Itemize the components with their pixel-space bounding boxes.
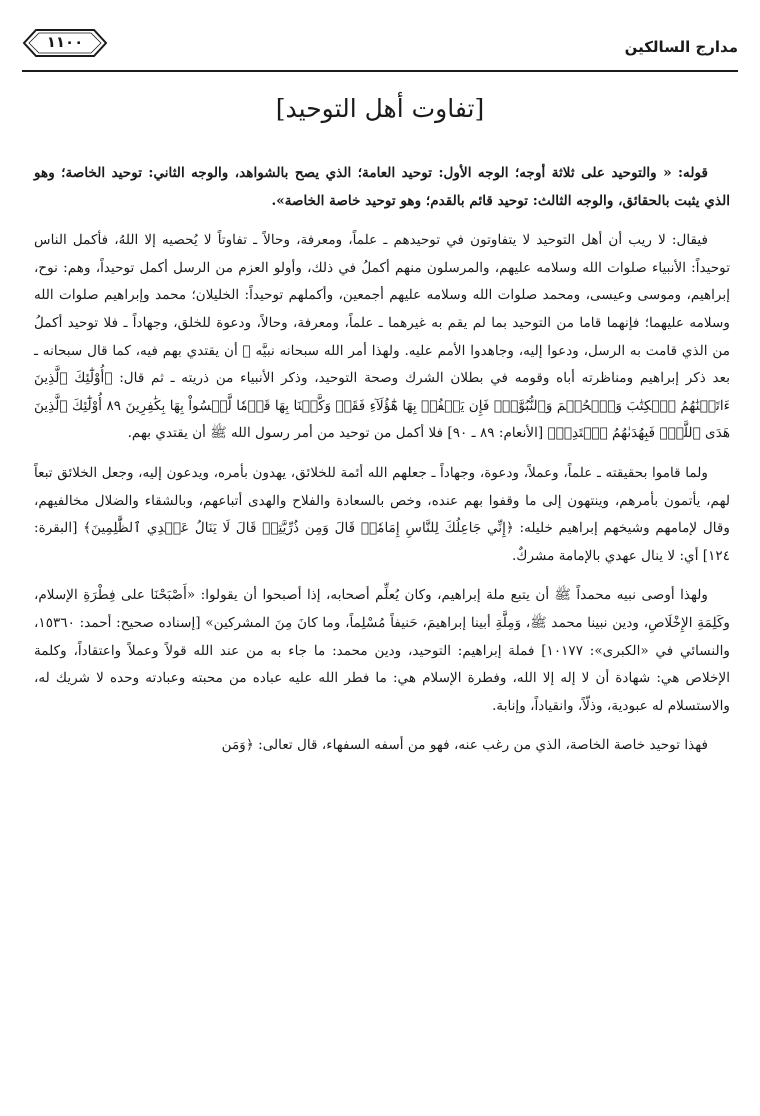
paragraph: فيقال: لا ريب أن أهل التوحيد لا يتفاوتون في توحيدهم ـ علماً، ومعرفة، وحالاً ـ تفاوتاً لا يُحصيه إلا اللهُ، فأكمل الناس توحيداً: الأنبياء صلوات الله وسلامه عليهم، والمرسلون منهم أكملُ في ذلك، وأولو العزم من الرسل أكمل توحيداً، وهم: نوح، إبراهيم، وموسى وعيسى، ومحمد صلوات الله وسلامه عليهم أجمعين، وأكملهم توحيداً: الخليلان؛ محمد وإبراهيم صلوات الله وسلامه عليهما؛ فإنهما قاما من التوحيد بما لم يقم به غيرهما ـ علماً، ومعرفة، وحالاً، ودعوة للخلق، وجهاداً ـ فلا توحيد أكملُ من الذي قامت به الرسل، ودعوا إليه، وجاهدوا الأمم عليه. ولهذا أمر الله سبحانه نبيَّه ﷺ أن يقتدي بهم فيه، كما قال سبحانه ـ بعد ذكر إبراهيم ومناظرته أباه وقومه في بطلان الشرك وصحة التوحيد، وذكر الأنبياء من ذريته ـ ثم قال: ﴿أُوْلَٰٓئِكَ ٱلَّذِينَ ءَاتَيۡنَٰهُمُ ٱلۡكِتَٰبَ وَٱلۡحُكۡمَ وَٱلنُّبُوَّةَۚ فَإِن يَكۡفُرۡ بِهَا هَٰٓؤُلَآءِ فَقَدۡ وَكَّلۡنَا بِهَا قَوۡمٗا لَّيۡسُواْ بِهَا بِكَٰفِرِينَ ٨٩ أُوْلَٰٓئِكَ ٱلَّذِينَ هَدَى ٱللَّهُۖ فَبِهُدَىٰهُمُ ٱقۡتَدِهۡ﴾ [الأنعام: ٨٩ ـ ٩٠] فلا أكمل من توحيد من أمر رسول الله ﷺ أن يقتدي بهم. <box>34 232 730 442</box>
page-number: ١١٠٠ <box>46 33 84 51</box>
page-header <box>22 28 738 74</box>
paragraph-quote: قوله: « والتوحيد على ثلاثة أوجه؛ الوجه الأول: توحيد العامة؛ الذي يصح بالشواهد، والوجه الثاني: توحيد الخاصة؛ وهو الذي يثبت بالحقائق، والوجه الثالث: توحيد قائم بالقدم؛ وهو توحيد خاصة الخاصة». <box>34 165 730 209</box>
section-title: [تفاوت أهل التوحيد] <box>275 94 485 123</box>
page-number-box <box>22 28 108 58</box>
header-rule <box>22 70 738 72</box>
paragraph: فهذا توحيد خاصة الخاصة، الذي من رغب عنه، فهو من أسفه السفهاء، قال تعالى: ﴿وَمَن <box>221 737 708 754</box>
body-text <box>34 160 730 760</box>
paragraph: ولهذا أوصى نبيه محمداً ﷺ أن يتبع ملة إبراهيم، وكان يُعلِّم أصحابه، إذا أصبحوا أن يقولوا: «أَصْبَحْنَا على فِطْرَةِ الإسلام، وكَلِمَةِ الإِخْلَاصِ، ودين نبينا محمد ﷺ، وَمِلَّةِ أبينا إبراهيمَ، حَنيفاً مُسْلِماً، وما كانَ مِنَ المشركين» [إسناده صحيح: أحمد: ١٥٣٦٠، والنسائي في «الكبرى»: ١٠١٧٧] فملة إبراهيم: التوحيد، ودين محمد: ما جاء به من عند الله قولاً وعملاً واعتقاداً، وكلمة الإخلاص هي: شهادة أن لا إله إلا الله، وفطرة الإسلام هي: ما فطر الله عليه عباده من محبته وعبادته وحده لا شريك له، والاستسلام له عبودية، وذلّاً، وانقياداً، وإنابة. <box>34 587 730 714</box>
paragraph: ولما قاموا بحقيقته ـ علماً، وعملاً، ودعوة، وجهاداً ـ جعلهم الله أئمة للخلائق، يهدون بأمره، ويدعون إليه، وجعل الخلائق تبعاً لهم، يأتمون بأمرهم، وينتهون إلى ما وقفوا بهم عنده، وخص بالسعادة والفلاح والهدى أتباعهم، وبالشقاء والضلال مخالفيهم، وقال لإمامهم وشيخهم إبراهيم خليله: ﴿إِنِّي جَاعِلُكَ لِلنَّاسِ إِمَامٗاۖ قَالَ وَمِن ذُرِّيَّتِيۖ قَالَ لَا يَنَالُ عَهۡدِي ٱلظَّٰلِمِينَ﴾ [البقرة: ١٢٤] أي: لا ينال عهدي بالإمامة مشركٌ. <box>34 464 730 564</box>
running-title: مدارج السالكين <box>624 38 738 56</box>
